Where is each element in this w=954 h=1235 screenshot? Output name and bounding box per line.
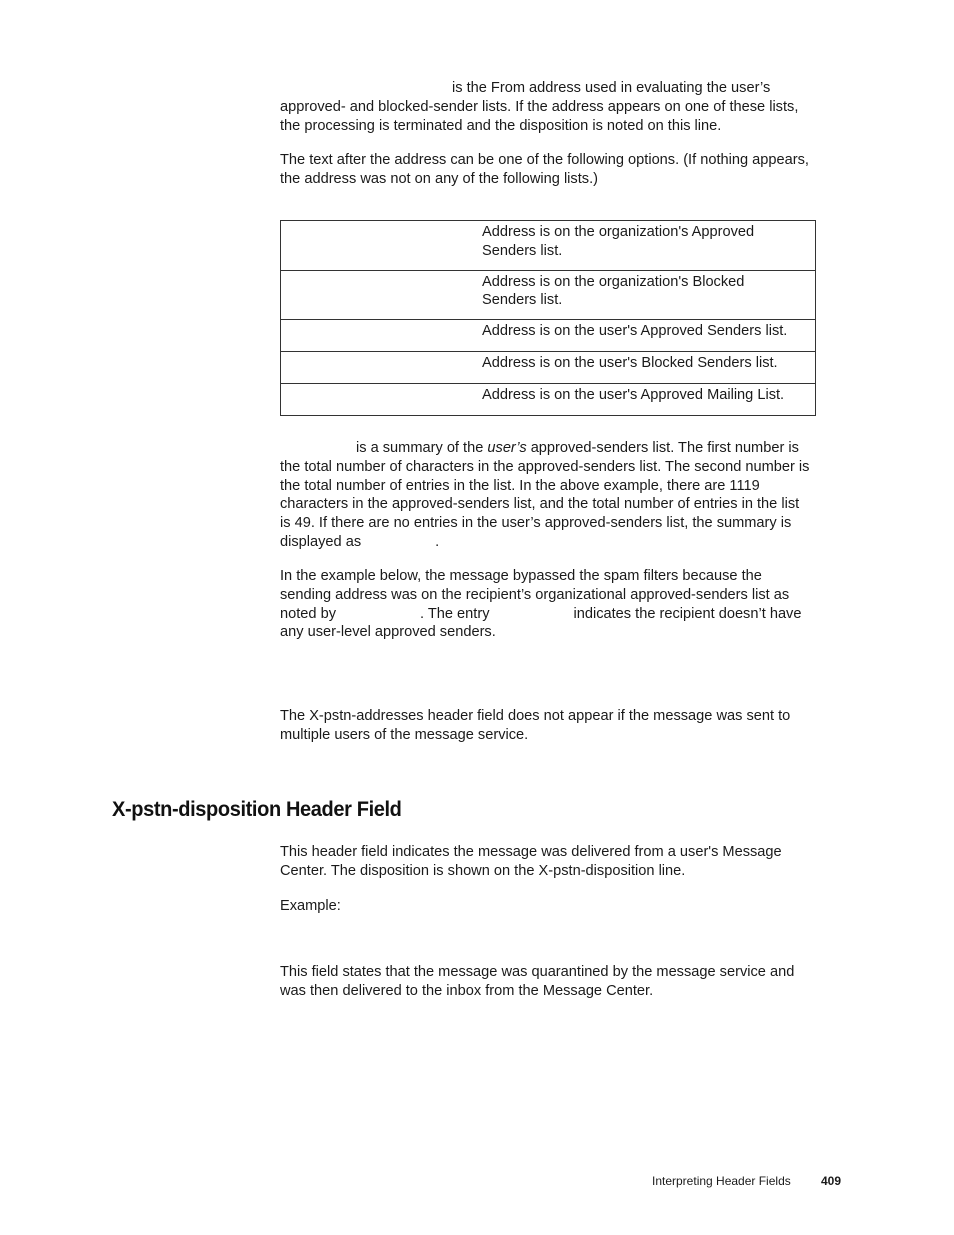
intro-line-2: approved- and blocked-sender lists. If the address appears on one of these lists, [280,98,799,115]
section-p1-line-2: Center. The disposition is shown on the X-pstn-disposition line. [280,862,686,879]
example-line-4: any user-level approved senders. [280,624,496,641]
section-p2-line-2: was then delivered to the inbox from the Message Center. [280,982,654,999]
summary-line-4: characters in the approved-senders list, and the total number of entries in the list [280,496,800,513]
section-p2-line-1: This field states that the message was quarantined by the message service and [280,964,795,980]
intro-paragraph [280,79,845,135]
table-cell-code [281,270,482,320]
section-paragraph-2 [280,963,845,1001]
example-line-3-b: . The entry [420,605,490,622]
multiple-users-line-2: multiple users of the message service. [280,726,529,743]
section-paragraph-1 [280,843,845,881]
summary-line-6-post: . [435,533,440,550]
table-cell-code [281,221,482,271]
summary-line-2: the total number of characters in the approved-senders list. The second number is [280,458,810,475]
table-cell-description: Address is on the user's Approved Mailing List. [481,383,816,415]
summary-line-3: the total number of entries in the list. In the above example, there are 1119 [280,477,760,494]
summary-paragraph [280,439,845,552]
summary-line-1-pre: is a summary of the [356,440,484,456]
options-intro-line-2: the address was not on any of the following lists.) [280,170,598,187]
table-cell-description: Address is on the organization's Approved Senders list. [481,221,816,271]
example-paragraph [280,567,845,642]
table-row [281,320,816,352]
summary-line-6-pre: displayed as [280,533,362,550]
section-p1-line-1: This header field indicates the message was delivered from a user's Message [280,844,782,860]
intro-line-3: the processing is terminated and the disposition is noted on this line. [280,117,722,134]
example-line-2: sending address was on the recipient’s organizational approved-senders list as [280,586,790,603]
multiple-users-paragraph [280,707,845,745]
table-cell-description: Address is on the organization's Blocked Senders list. [481,270,816,320]
footer-title: Interpreting Header Fields [652,1174,791,1188]
table-cell-description: Address is on the user's Blocked Senders list. [481,351,816,383]
example-line-3-a: noted by [280,605,336,622]
table-row [281,221,816,271]
example-label: Example: [280,898,341,914]
intro-line-1: is the From address used in evaluating the user’s [452,80,771,96]
summary-emphasis: user’s [487,440,527,456]
summary-line-1-post: approved-senders list. The first number is [530,440,799,456]
table-row [281,383,816,415]
page-footer [652,1174,842,1188]
table-cell-code [281,383,482,415]
table-cell-code [281,351,482,383]
disposition-options-table [280,220,816,416]
summary-line-5: is 49. If there are no entries in the user’s approved-senders list, the summary is [280,515,792,532]
section-heading: X-pstn-disposition Header Field [112,797,402,821]
table-row [281,351,816,383]
options-intro-line-1: The text after the address can be one of the following options. (If nothing appears, [280,152,809,168]
table-cell-description: Address is on the user's Approved Senders list. [481,320,816,352]
example-line-1: In the example below, the message bypassed the spam filters because the [280,568,762,584]
options-intro-paragraph [280,151,845,189]
table-cell-code [281,320,482,352]
table-row [281,270,816,320]
example-line-3-c: indicates the recipient doesn’t have [573,605,802,622]
page-number: 409 [821,1174,842,1188]
multiple-users-line-1: The X-pstn-addresses header field does not appear if the message was sent to [280,708,791,724]
